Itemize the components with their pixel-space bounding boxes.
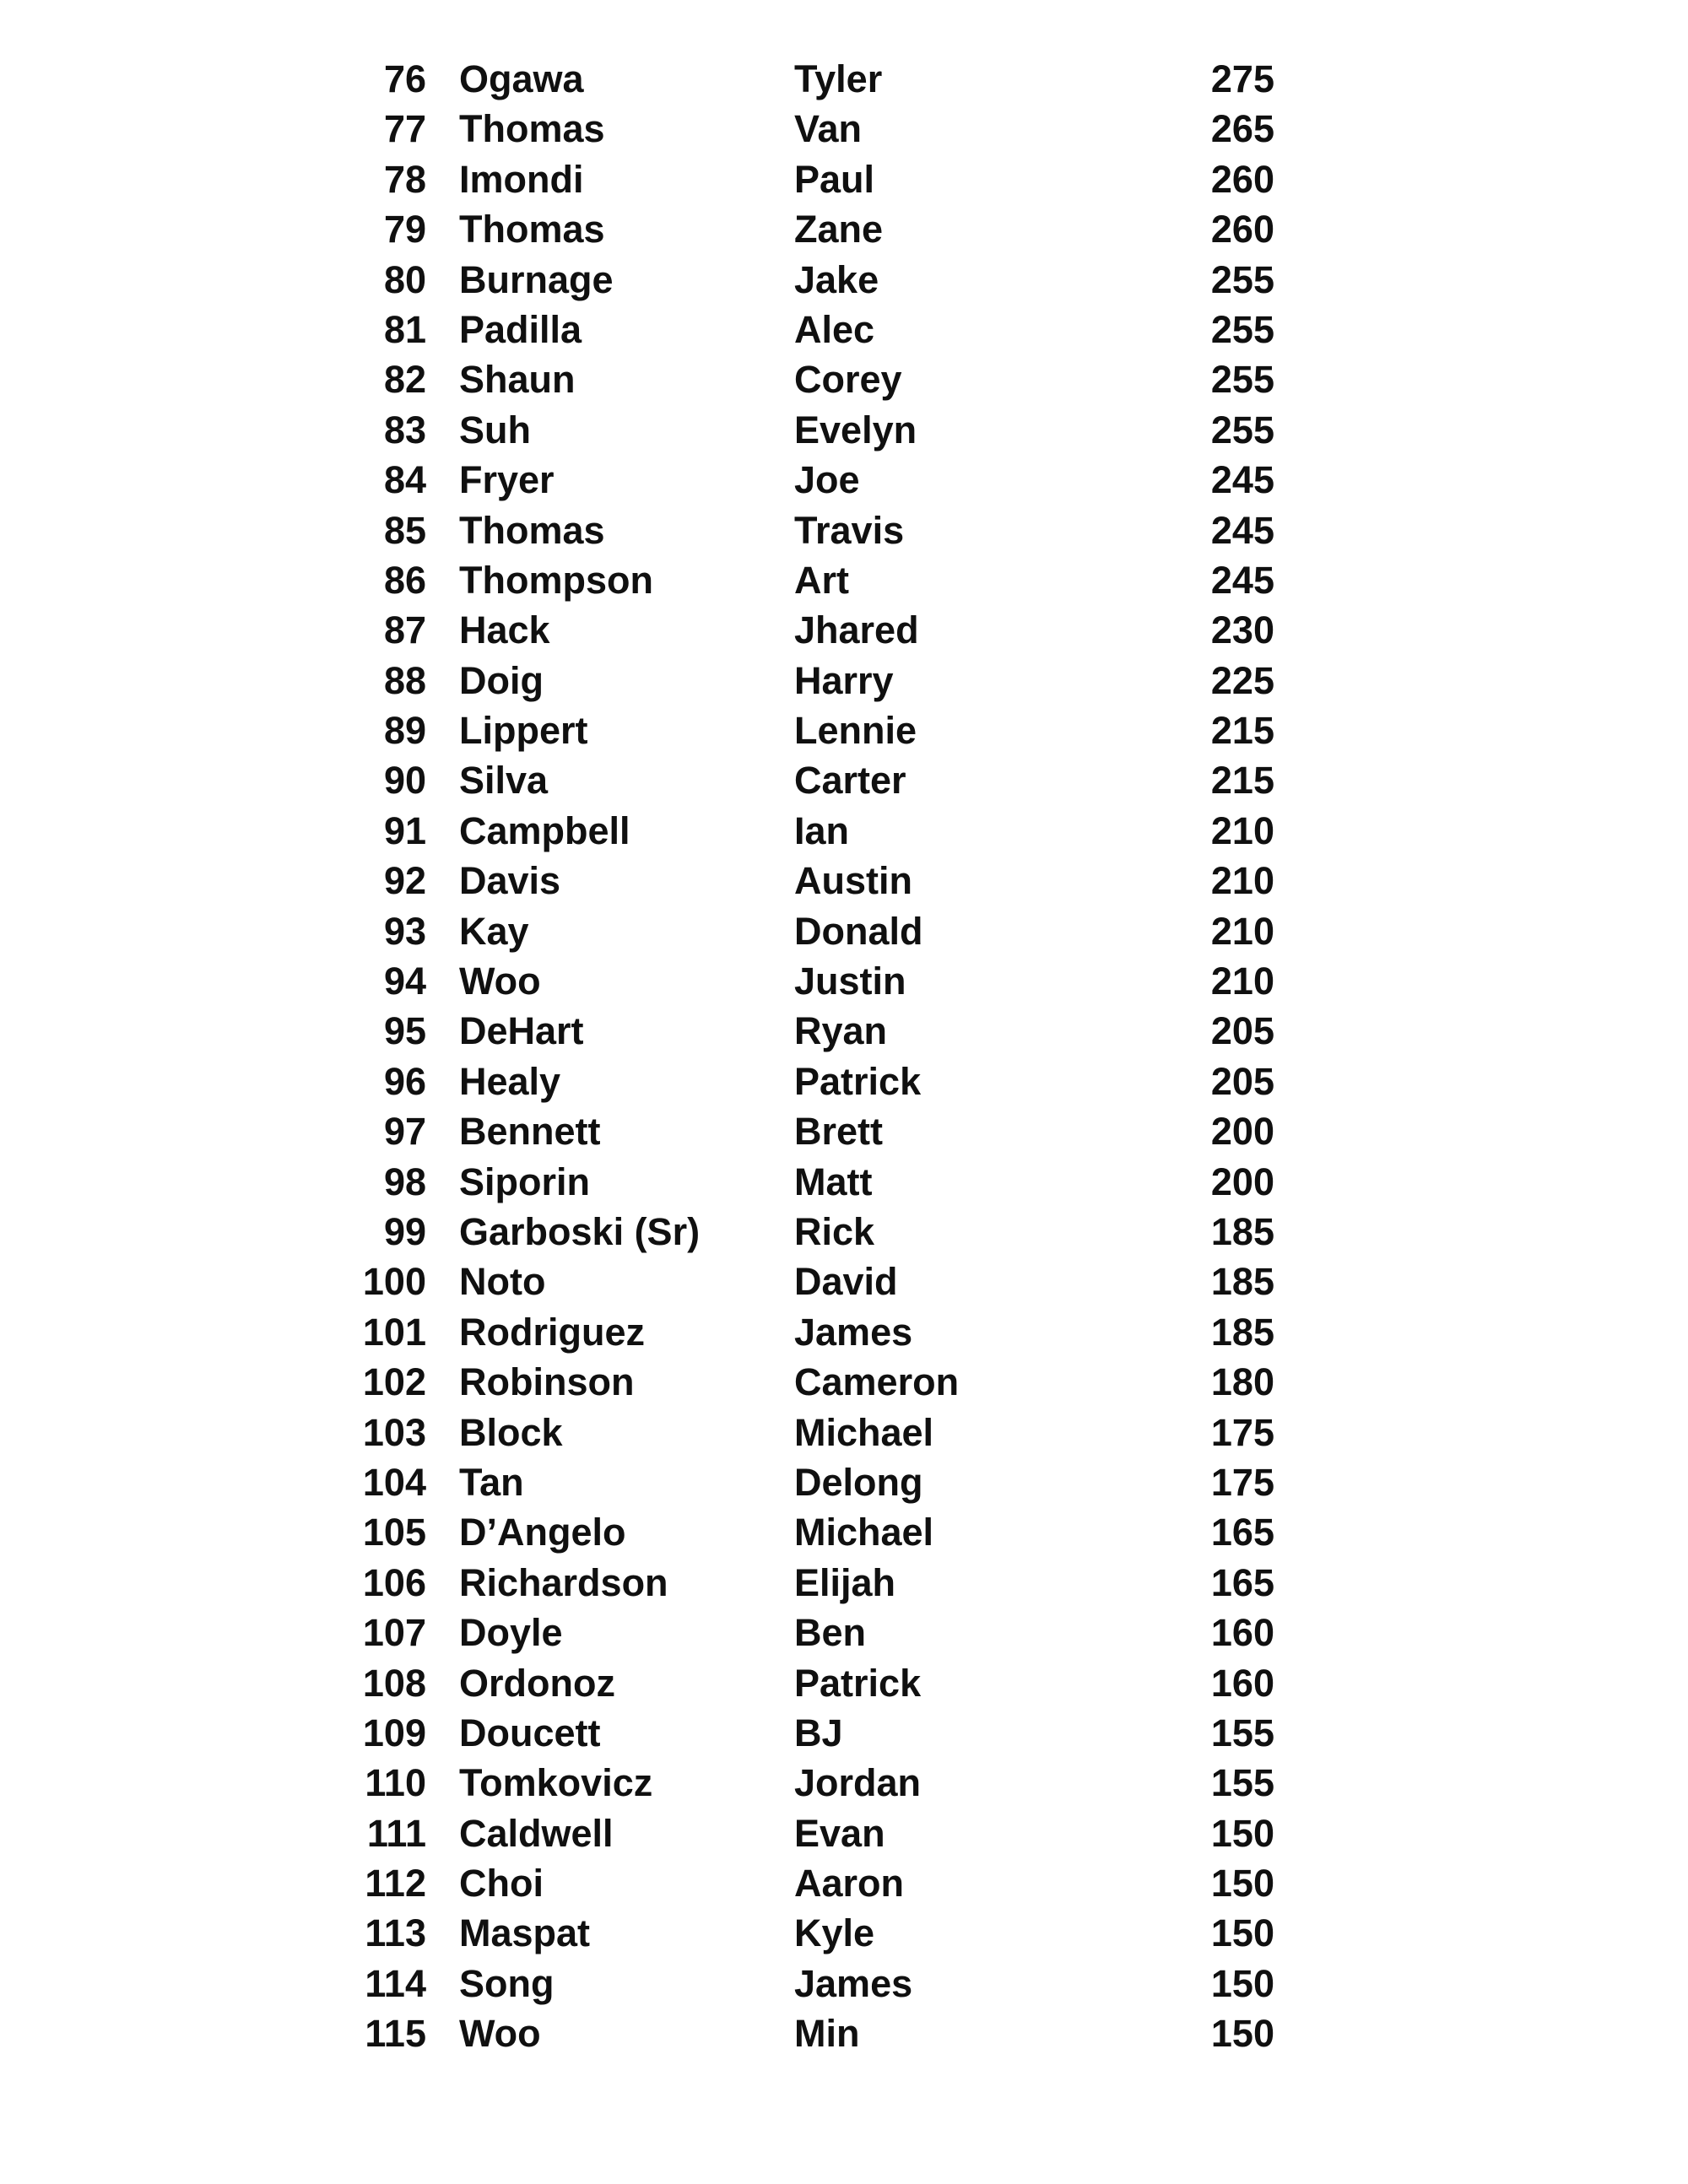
rank-cell: 79 xyxy=(383,208,426,251)
table-row xyxy=(0,1708,1688,1758)
first-name-cell: Donald xyxy=(794,909,923,953)
first-name-cell: James xyxy=(794,1961,913,2005)
points-cell: 265 xyxy=(1210,107,1274,151)
table-row xyxy=(0,806,1688,856)
last-name-cell: Imondi xyxy=(459,157,584,201)
last-name-cell: Lippert xyxy=(459,709,588,753)
rank-cell: 83 xyxy=(383,408,426,451)
points-cell: 275 xyxy=(1210,57,1274,100)
rank-cell: 86 xyxy=(383,558,426,602)
table-row xyxy=(0,1758,1688,1808)
last-name-cell: Doyle xyxy=(459,1611,563,1655)
first-name-cell: Delong xyxy=(794,1460,923,1504)
points-cell: 200 xyxy=(1210,1160,1274,1203)
last-name-cell: Choi xyxy=(459,1862,544,1906)
rank-cell: 91 xyxy=(383,808,426,852)
first-name-cell: Jordan xyxy=(794,1761,922,1805)
points-cell: 205 xyxy=(1210,1059,1274,1103)
last-name-cell: Kay xyxy=(459,909,529,953)
rank-cell: 78 xyxy=(383,157,426,201)
table-row xyxy=(0,1057,1688,1106)
rank-cell: 108 xyxy=(362,1661,426,1705)
table-row xyxy=(0,1006,1688,1056)
first-name-cell: Rick xyxy=(794,1209,875,1253)
points-cell: 255 xyxy=(1210,358,1274,402)
first-name-cell: Carter xyxy=(794,759,906,803)
first-name-cell: David xyxy=(794,1260,898,1304)
first-name-cell: Van xyxy=(794,107,863,151)
last-name-cell: Thomas xyxy=(459,508,605,552)
points-cell: 150 xyxy=(1210,1811,1274,1855)
last-name-cell: Noto xyxy=(459,1260,546,1304)
points-cell: 255 xyxy=(1210,307,1274,351)
rank-cell: 109 xyxy=(362,1711,426,1754)
last-name-cell: Tomkovicz xyxy=(459,1761,653,1805)
table-row xyxy=(0,555,1688,605)
table-row xyxy=(0,1106,1688,1156)
rank-cell: 90 xyxy=(383,759,426,803)
first-name-cell: Patrick xyxy=(794,1059,922,1103)
first-name-cell: Jhared xyxy=(794,608,919,652)
rank-cell: 103 xyxy=(362,1410,426,1454)
first-name-cell: Paul xyxy=(794,157,875,201)
points-cell: 160 xyxy=(1210,1611,1274,1655)
last-name-cell: Thomas xyxy=(459,208,605,251)
rank-cell: 92 xyxy=(383,859,426,903)
first-name-cell: Michael xyxy=(794,1511,934,1554)
points-cell: 230 xyxy=(1210,608,1274,652)
first-name-cell: Evan xyxy=(794,1811,885,1855)
table-row xyxy=(0,104,1688,154)
rank-cell: 107 xyxy=(362,1611,426,1655)
points-cell: 185 xyxy=(1210,1209,1274,1253)
rank-cell: 113 xyxy=(365,1911,426,1955)
points-cell: 150 xyxy=(1210,1911,1274,1955)
points-cell: 180 xyxy=(1210,1360,1274,1404)
points-cell: 185 xyxy=(1210,1260,1274,1304)
rank-cell: 84 xyxy=(383,458,426,502)
points-cell: 245 xyxy=(1210,558,1274,602)
points-cell: 150 xyxy=(1210,1961,1274,2005)
last-name-cell: Fryer xyxy=(459,458,555,502)
last-name-cell: Tan xyxy=(459,1460,524,1504)
rank-cell: 102 xyxy=(362,1360,426,1404)
points-cell: 205 xyxy=(1210,1009,1274,1053)
table-row xyxy=(0,1357,1688,1407)
rank-cell: 93 xyxy=(383,909,426,953)
table-row xyxy=(0,1207,1688,1257)
rank-cell: 88 xyxy=(383,658,426,702)
points-cell: 175 xyxy=(1210,1460,1274,1504)
last-name-cell: Robinson xyxy=(459,1360,635,1404)
table-row xyxy=(0,54,1688,104)
last-name-cell: Siporin xyxy=(459,1160,590,1203)
last-name-cell: Song xyxy=(459,1961,555,2005)
points-cell: 175 xyxy=(1210,1410,1274,1454)
first-name-cell: Travis xyxy=(794,508,905,552)
points-cell: 150 xyxy=(1210,1862,1274,1906)
points-cell: 155 xyxy=(1210,1711,1274,1754)
last-name-cell: DeHart xyxy=(459,1009,584,1053)
first-name-cell: Patrick xyxy=(794,1661,922,1705)
table-row xyxy=(0,605,1688,655)
table-row xyxy=(0,1157,1688,1207)
last-name-cell: Burnage xyxy=(459,257,614,301)
last-name-cell: Block xyxy=(459,1410,563,1454)
rank-cell: 81 xyxy=(383,307,426,351)
first-name-cell: Joe xyxy=(794,458,860,502)
rank-cell: 82 xyxy=(383,358,426,402)
points-cell: 215 xyxy=(1210,759,1274,803)
table-row xyxy=(0,1408,1688,1457)
last-name-cell: Ordonoz xyxy=(459,1661,615,1705)
first-name-cell: Michael xyxy=(794,1410,934,1454)
first-name-cell: Austin xyxy=(794,859,912,903)
rank-cell: 87 xyxy=(383,608,426,652)
table-row xyxy=(0,2008,1688,2058)
last-name-cell: Suh xyxy=(459,408,531,451)
table-row xyxy=(0,1658,1688,1708)
points-cell: 155 xyxy=(1210,1761,1274,1805)
rank-cell: 85 xyxy=(383,508,426,552)
rank-cell: 96 xyxy=(383,1059,426,1103)
table-row xyxy=(0,1457,1688,1507)
rank-cell: 104 xyxy=(362,1460,426,1504)
first-name-cell: Cameron xyxy=(794,1360,960,1404)
rank-cell: 98 xyxy=(383,1160,426,1203)
last-name-cell: Maspat xyxy=(459,1911,591,1955)
last-name-cell: D’Angelo xyxy=(459,1511,626,1554)
first-name-cell: Jake xyxy=(794,257,879,301)
points-cell: 210 xyxy=(1210,859,1274,903)
first-name-cell: Art xyxy=(794,558,849,602)
rank-cell: 100 xyxy=(362,1260,426,1304)
last-name-cell: Silva xyxy=(459,759,549,803)
table-row xyxy=(0,455,1688,505)
rank-cell: 95 xyxy=(383,1009,426,1053)
table-row xyxy=(0,154,1688,204)
rank-cell: 101 xyxy=(362,1310,426,1354)
table-row xyxy=(0,906,1688,956)
points-cell: 245 xyxy=(1210,458,1274,502)
last-name-cell: Doucett xyxy=(459,1711,601,1754)
first-name-cell: Zane xyxy=(794,208,884,251)
rank-cell: 80 xyxy=(383,257,426,301)
table-row xyxy=(0,354,1688,404)
first-name-cell: Aaron xyxy=(794,1862,905,1906)
last-name-cell: Woo xyxy=(459,2012,541,2056)
last-name-cell: Davis xyxy=(459,859,561,903)
points-cell: 260 xyxy=(1210,208,1274,251)
last-name-cell: Caldwell xyxy=(459,1811,614,1855)
rank-cell: 110 xyxy=(365,1761,426,1805)
table-row xyxy=(0,755,1688,805)
rank-cell: 99 xyxy=(383,1209,426,1253)
points-cell: 210 xyxy=(1210,808,1274,852)
last-name-cell: Richardson xyxy=(459,1560,668,1604)
table-row xyxy=(0,856,1688,905)
points-cell: 185 xyxy=(1210,1310,1274,1354)
table-row xyxy=(0,1608,1688,1657)
last-name-cell: Padilla xyxy=(459,307,582,351)
first-name-cell: Ryan xyxy=(794,1009,888,1053)
points-cell: 210 xyxy=(1210,909,1274,953)
first-name-cell: Harry xyxy=(794,658,894,702)
first-name-cell: Min xyxy=(794,2012,860,2056)
first-name-cell: BJ xyxy=(794,1711,843,1754)
table-row xyxy=(0,656,1688,705)
table-row xyxy=(0,1257,1688,1306)
first-name-cell: James xyxy=(794,1310,913,1354)
points-cell: 210 xyxy=(1210,960,1274,1003)
table-row xyxy=(0,1558,1688,1608)
points-cell: 165 xyxy=(1210,1511,1274,1554)
table-row xyxy=(0,1808,1688,1858)
table-row xyxy=(0,204,1688,254)
points-cell: 225 xyxy=(1210,658,1274,702)
first-name-cell: Ian xyxy=(794,808,850,852)
points-cell: 255 xyxy=(1210,408,1274,451)
table-row xyxy=(0,956,1688,1006)
rank-cell: 114 xyxy=(365,1961,426,2005)
points-cell: 160 xyxy=(1210,1661,1274,1705)
points-cell: 215 xyxy=(1210,709,1274,753)
points-cell: 165 xyxy=(1210,1560,1274,1604)
last-name-cell: Doig xyxy=(459,658,544,702)
first-name-cell: Ben xyxy=(794,1611,867,1655)
first-name-cell: Lennie xyxy=(794,709,917,753)
last-name-cell: Hack xyxy=(459,608,550,652)
first-name-cell: Corey xyxy=(794,358,902,402)
last-name-cell: Shaun xyxy=(459,358,576,402)
rank-cell: 115 xyxy=(365,2012,426,2056)
table-row xyxy=(0,1858,1688,1908)
points-cell: 255 xyxy=(1210,257,1274,301)
last-name-cell: Garboski (Sr) xyxy=(459,1209,701,1253)
table-row xyxy=(0,505,1688,555)
table-row xyxy=(0,1307,1688,1357)
rank-cell: 89 xyxy=(383,709,426,753)
first-name-cell: Elijah xyxy=(794,1560,896,1604)
rank-cell: 94 xyxy=(383,960,426,1003)
last-name-cell: Thompson xyxy=(459,558,653,602)
last-name-cell: Rodriguez xyxy=(459,1310,645,1354)
last-name-cell: Bennett xyxy=(459,1110,601,1154)
points-cell: 245 xyxy=(1210,508,1274,552)
last-name-cell: Woo xyxy=(459,960,541,1003)
points-cell: 260 xyxy=(1210,157,1274,201)
table-row xyxy=(0,305,1688,354)
roster-table xyxy=(0,54,1688,2059)
first-name-cell: Tyler xyxy=(794,57,883,100)
first-name-cell: Alec xyxy=(794,307,875,351)
rank-cell: 77 xyxy=(383,107,426,151)
first-name-cell: Evelyn xyxy=(794,408,917,451)
rank-cell: 76 xyxy=(383,57,426,100)
first-name-cell: Matt xyxy=(794,1160,873,1203)
first-name-cell: Brett xyxy=(794,1110,884,1154)
first-name-cell: Kyle xyxy=(794,1911,875,1955)
table-row xyxy=(0,1507,1688,1557)
rank-cell: 111 xyxy=(366,1811,426,1855)
last-name-cell: Healy xyxy=(459,1059,561,1103)
table-row xyxy=(0,255,1688,305)
points-cell: 200 xyxy=(1210,1110,1274,1154)
rank-cell: 112 xyxy=(365,1862,426,1906)
last-name-cell: Campbell xyxy=(459,808,630,852)
last-name-cell: Ogawa xyxy=(459,57,584,100)
points-cell: 150 xyxy=(1210,2012,1274,2056)
table-row xyxy=(0,705,1688,755)
rank-cell: 105 xyxy=(362,1511,426,1554)
table-row xyxy=(0,1908,1688,1958)
table-row xyxy=(0,1959,1688,2008)
rank-cell: 97 xyxy=(383,1110,426,1154)
last-name-cell: Thomas xyxy=(459,107,605,151)
first-name-cell: Justin xyxy=(794,960,906,1003)
rank-cell: 106 xyxy=(362,1560,426,1604)
table-row xyxy=(0,405,1688,455)
